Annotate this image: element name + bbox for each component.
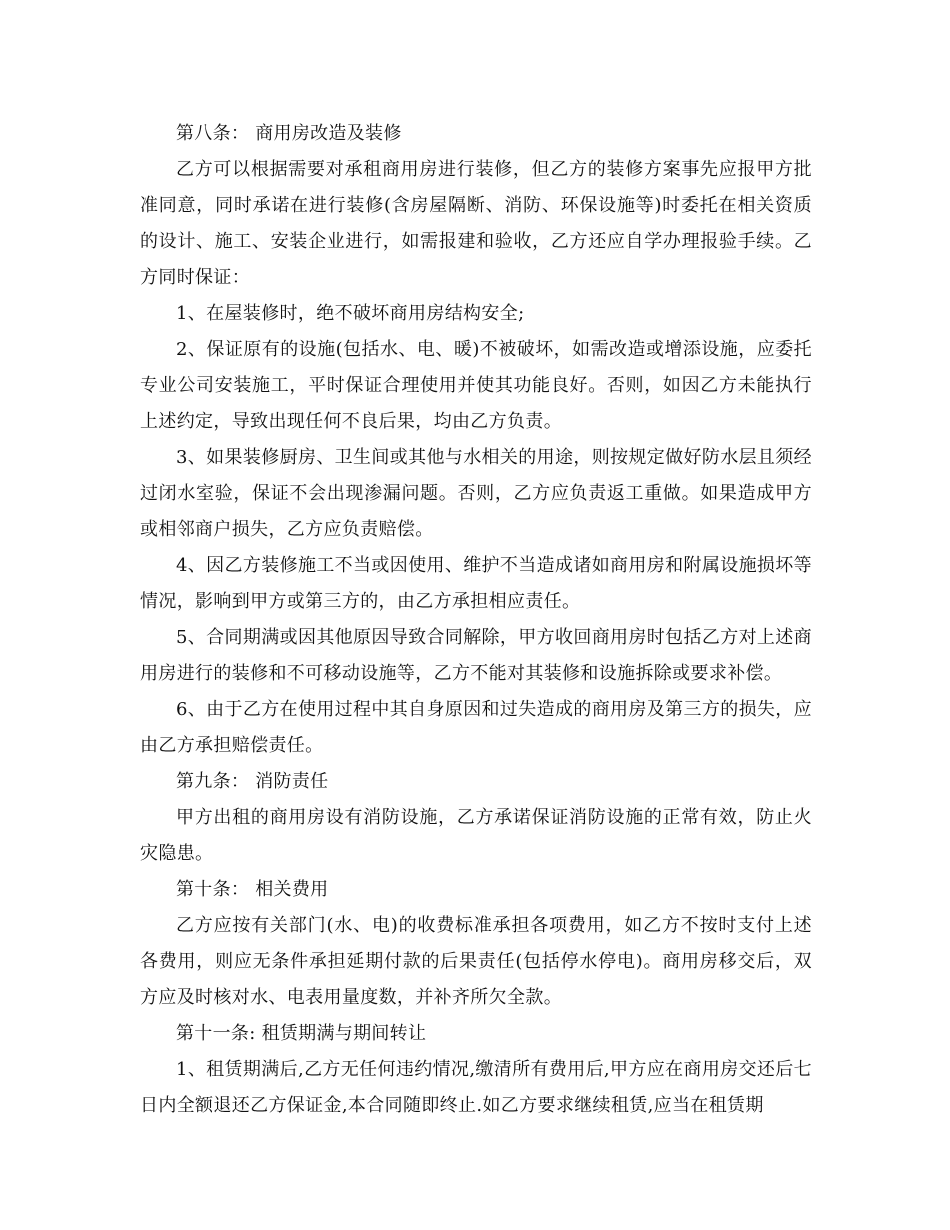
article-11-item-1: 1、租赁期满后,乙方无任何违约情况,缴清所有费用后,甲方应在商用房交还后七日内全额退还乙方保证金,本合同随即终止.如乙方要求继续租赁,应当在租赁期 — [140, 1059, 812, 1116]
article-9-heading: 第九条： 消防责任 — [176, 771, 329, 792]
article-10-body: 乙方应按有关部门(水、电)的收费标准承担各项费用，如乙方不按时支付上述各费用，则应无条件承担延期付款的后果责任(包括停水停电)。商用房移交后，双方应及时核对水、电表用量度数，并补齐所欠全款。 — [140, 915, 812, 1008]
article-8-item-2: 2、保证原有的设施(包括水、电、暖)不被破坏，如需改造或增添设施，应委托专业公司安装施工，平时保证合理使用并使其功能良好。否则，如因乙方未能执行上述约定，导致出现任何不良后果，均由乙方负责。 — [140, 339, 812, 432]
article-11-heading: 第十一条: 租赁期满与期间转让 — [176, 1023, 427, 1044]
article-8-item-6: 6、由于乙方在使用过程中其自身原因和过失造成的商用房及第三方的损失，应由乙方承担赔偿责任。 — [140, 699, 812, 756]
article-8-item-5: 5、合同期满或因其他原因导致合同解除，甲方收回商用房时包括乙方对上述商用房进行的装修和不可移动设施等，乙方不能对其装修和设施拆除或要求补偿。 — [140, 627, 812, 684]
article-8-item-4: 4、因乙方装修施工不当或因使用、维护不当造成诸如商用房和附属设施损坏等情况，影响到甲方或第三方的，由乙方承担相应责任。 — [140, 555, 812, 612]
article-9-body: 甲方出租的商用房设有消防设施，乙方承诺保证消防设施的正常有效，防止火灾隐患。 — [140, 807, 812, 864]
article-8-item-3: 3、如果装修厨房、卫生间或其他与水相关的用途，则按规定做好防水层且须经过闭水室验，保证不会出现渗漏问题。否则，乙方应负责返工重做。如果造成甲方或相邻商户损失，乙方应负责赔偿。 — [140, 447, 812, 540]
article-8-item-1: 1、在屋装修时，绝不破坏商用房结构安全; — [176, 303, 525, 324]
article-8-heading: 第八条： 商用房改造及装修 — [176, 123, 402, 144]
article-10-heading: 第十条： 相关费用 — [176, 879, 329, 900]
article-8-intro: 乙方可以根据需要对承租商用房进行装修，但乙方的装修方案事先应报甲方批准同意，同时承诺在进行装修(含房屋隔断、消防、环保设施等)时委托在相关资质的设计、施工、安装企业进行，如需报建和验收，乙方还应自学办理报验手续。乙方同时保证： — [140, 159, 812, 288]
